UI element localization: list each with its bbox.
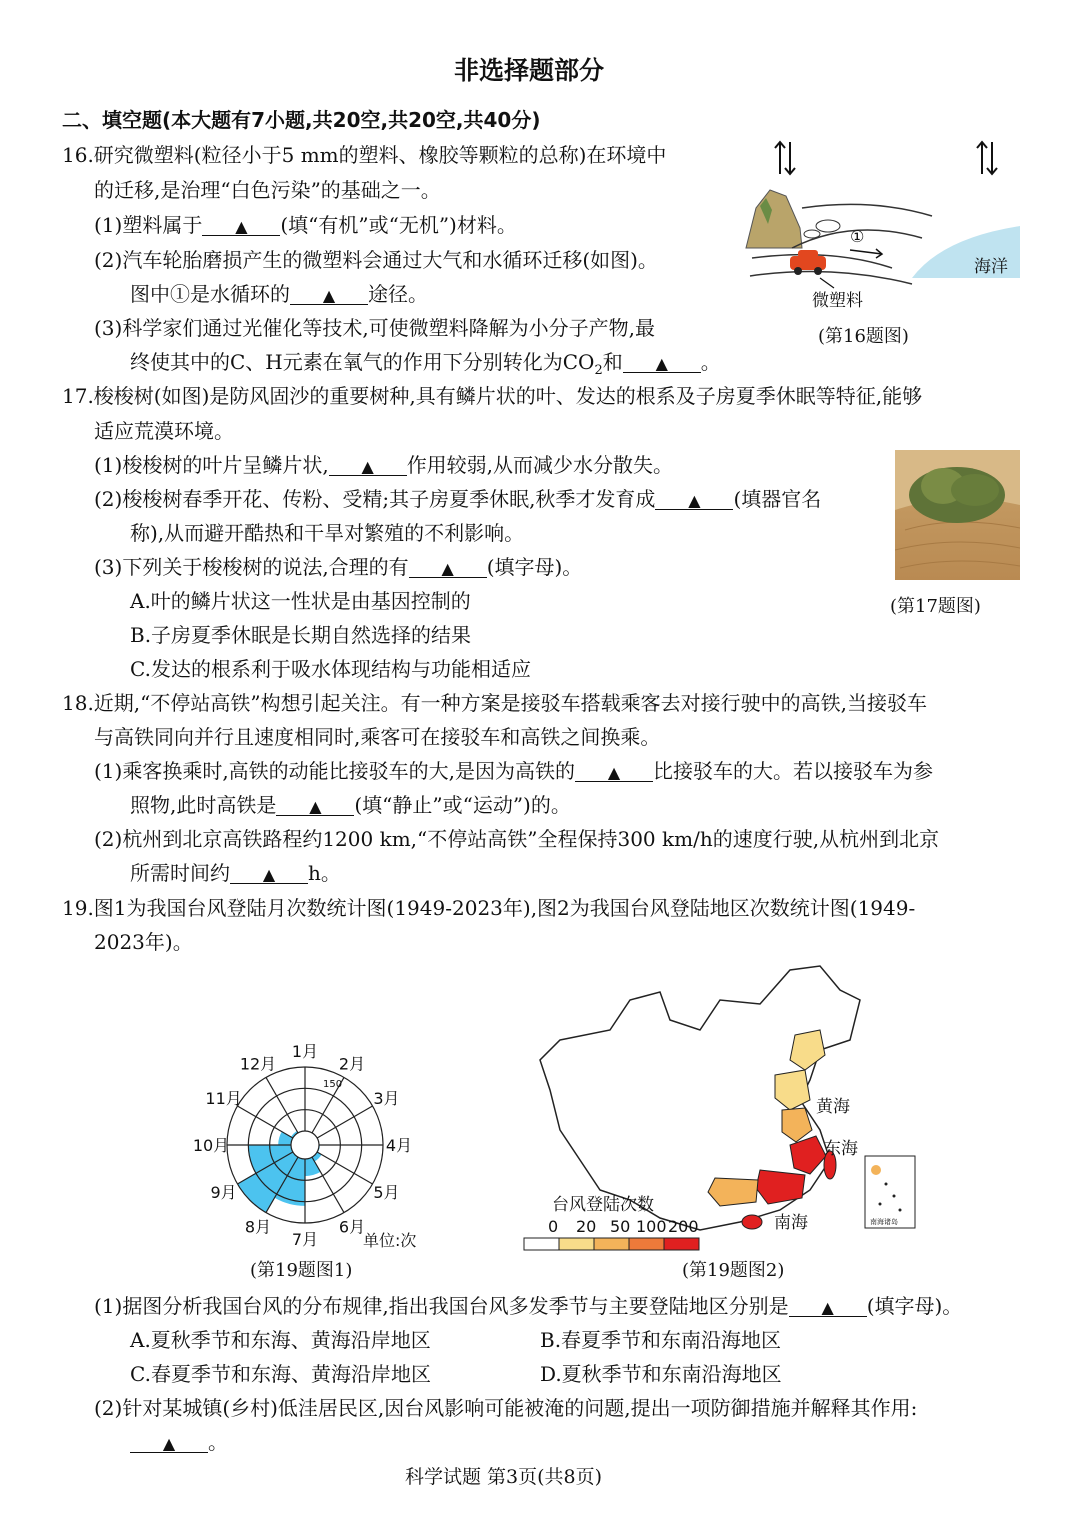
q18-sub2b: 所需时间约 ▲ h。 — [130, 861, 341, 885]
answer-blank[interactable]: ▲ — [623, 352, 701, 373]
legend-swatch — [629, 1238, 664, 1250]
q17-line1: 17.梭梭树(如图)是防风固沙的重要树种,具有鳞片状的叶、发达的根系及子房夏季休眠等特征,能够 — [62, 384, 923, 408]
legend-tick-100: 100 — [636, 1217, 667, 1236]
q16-sub3: (3)科学家们通过光催化等技术,可使微塑料降解为小分子产物,最 — [94, 316, 656, 340]
spoke — [237, 1106, 292, 1138]
q19-sub2b: ▲ 。 — [130, 1432, 228, 1453]
china-outline — [540, 966, 860, 1230]
answer-blank[interactable]: ▲ — [130, 1432, 208, 1453]
legend-color-bar — [524, 1238, 699, 1250]
page-title: 非选择题部分 — [454, 56, 605, 85]
legend-swatch — [559, 1238, 594, 1250]
legend-tick-20: 20 — [576, 1217, 597, 1236]
q19-line1: 19.图1为我国台风登陆月次数统计图(1949-2023年),图2为我国台风登陆地区次数统计图(1949- — [62, 896, 916, 920]
q16-sub2: (2)汽车轮胎磨损产生的微塑料会通过大气和水循环迁移(如图)。 — [94, 248, 658, 272]
unit-label: 单位:次 — [363, 1231, 417, 1250]
page-footer: 科学试题 第3页(共8页) — [405, 1466, 603, 1488]
legend-tick-200: 200 — [668, 1217, 699, 1236]
q17-caption: (第17题图) — [890, 596, 981, 617]
month-label: 5月 — [373, 1183, 400, 1202]
legend-tick-50: 50 — [610, 1217, 631, 1236]
spoke — [266, 1077, 298, 1132]
legend-title: 台风登陆次数 — [552, 1195, 654, 1215]
q19-option-a: A.夏秋季节和东海、黄海沿岸地区 — [130, 1328, 431, 1352]
q16-caption: (第16题图) — [818, 326, 909, 347]
q17-option-b: B.子房夏季休眠是长期自然选择的结果 — [130, 623, 472, 647]
answer-blank[interactable]: ▲ — [789, 1296, 867, 1317]
q18-line2: 与高铁同向并行且速度相同时,乘客可在接驳车和高铁之间换乘。 — [94, 725, 661, 749]
month-label: 11月 — [205, 1089, 242, 1108]
answer-blank[interactable]: ▲ — [230, 863, 308, 884]
q19-option-c: C.春夏季节和东海、黄海沿岸地区 — [130, 1362, 431, 1386]
south-china-sea-inset — [865, 1156, 915, 1228]
answer-blank[interactable]: ▲ — [202, 215, 280, 236]
svg-text:南海诸岛: 南海诸岛 — [870, 1218, 898, 1226]
answer-blank[interactable]: ▲ — [575, 761, 653, 782]
answer-blank[interactable]: ▲ — [276, 795, 354, 816]
saxaul-photo — [895, 450, 1020, 580]
spoke — [312, 1157, 344, 1212]
yellow-sea-label: 黄海 — [816, 1097, 850, 1117]
q19-sub2: (2)针对某城镇(乡村)低洼居民区,因台风影响可能被淹的问题,提出一项防御措施并解释其作用: — [94, 1396, 918, 1420]
fig2-caption: (第19题图2) — [682, 1260, 785, 1281]
q18-line1: 18.近期,“不停站高铁”构想引起关注。有一种方案是接驳车搭载乘客去对接行驶中的高铁,当接驳车 — [62, 691, 927, 715]
q16-sub1: (1)塑料属于 ▲ (填“有机”或“无机”)材料。 — [94, 213, 517, 237]
legend-tick-0: 0 — [548, 1217, 559, 1236]
q18-sub2: (2)杭州到北京高铁路程约1200 km,“不停站高铁”全程保持300 km/h的速度行驶,从杭州到北京 — [94, 827, 940, 851]
q16-sub2b: 图中①是水循环的 ▲ 途径。 — [130, 282, 428, 306]
answer-blank[interactable]: ▲ — [655, 489, 733, 510]
month-label: 1月 — [291, 1042, 319, 1061]
answer-blank[interactable]: ▲ — [290, 284, 368, 305]
q18-sub1b: 照物,此时高铁是 ▲ (填“静止”或“运动”)的。 — [130, 793, 571, 817]
q17-sub2b: 称),从而避开酷热和干旱对繁殖的不利影响。 — [130, 521, 525, 545]
q16-figure — [742, 138, 1020, 353]
month-label: 8月 — [244, 1217, 272, 1237]
microplastic-label: 微塑料 — [812, 291, 863, 311]
month-label: 12月 — [239, 1054, 277, 1074]
q19-sub1: (1)据图分析我国台风的分布规律,指出我国台风多发季节与主要登陆地区分别是 ▲ (填字母)。 — [94, 1294, 963, 1318]
mountain — [746, 190, 802, 248]
q17-line2: 适应荒漠环境。 — [94, 419, 234, 443]
answer-blank[interactable]: ▲ — [329, 455, 407, 476]
q16-line2: 的迁移,是治理“白色污染”的基础之一。 — [94, 178, 441, 202]
ring-label: 150 — [323, 1079, 343, 1090]
month-label: 9月 — [210, 1183, 237, 1202]
q16-sub3b: 终使其中的C、H元素在氧气的作用下分别转化为$CO_2$和 ▲ 。 — [130, 350, 721, 378]
q19-line2: 2023年)。 — [94, 930, 193, 954]
legend-swatch — [664, 1238, 699, 1250]
q17-sub1: (1)梭梭树的叶片呈鳞片状, ▲ 作用较弱,从而减少水分散失。 — [94, 453, 674, 477]
q17-option-c: C.发达的根系利于吸水体现结构与功能相适应 — [130, 657, 531, 681]
q19-option-b: B.春夏季节和东南沿海地区 — [540, 1328, 782, 1352]
spoke — [317, 1152, 372, 1184]
q18-sub1: (1)乘客换乘时,高铁的动能比接驳车的大,是因为高铁的 ▲ 比接驳车的大。若以接驳车为参 — [94, 759, 934, 783]
legend-swatch — [594, 1238, 629, 1250]
south-sea-label: 南海 — [774, 1213, 808, 1233]
circle-one-label: ① — [850, 227, 865, 246]
q19-option-d: D.夏秋季节和东南沿海地区 — [540, 1362, 782, 1386]
east-sea-label: 东海 — [824, 1139, 858, 1159]
month-label: 6月 — [338, 1217, 366, 1237]
up-down-arrow-icon — [977, 142, 997, 174]
month-label: 3月 — [373, 1089, 400, 1108]
month-label: 10月 — [192, 1136, 230, 1155]
typhoon-month-chart — [185, 1040, 435, 1260]
polar-bar-6月 — [305, 1157, 321, 1176]
legend-swatch — [524, 1238, 559, 1250]
ocean-label: 海洋 — [974, 257, 1008, 277]
answer-blank[interactable]: ▲ — [409, 557, 487, 578]
q17-sub3: (3)下列关于梭梭树的说法,合理的有 ▲ (填字母)。 — [94, 555, 583, 579]
up-down-arrow-icon — [775, 142, 795, 174]
china-typhoon-map — [520, 960, 920, 1260]
month-label: 4月 — [385, 1136, 413, 1155]
month-label: 2月 — [338, 1054, 366, 1074]
section-heading: 二、填空题(本大题有7小题,共20空,共20空,共40分) — [62, 108, 541, 132]
q16-line1: 16.研究微塑料(粒径小于5 mm的塑料、橡胶等颗粒的总称)在环境中 — [62, 143, 667, 167]
ring-0 — [291, 1131, 319, 1159]
fig1-caption: (第19题图1) — [250, 1260, 353, 1281]
spoke — [317, 1106, 372, 1138]
month-label: 7月 — [291, 1230, 319, 1249]
q17-option-a: A.叶的鳞片状这一性状是由基因控制的 — [130, 589, 471, 613]
q17-sub2: (2)梭梭树春季开花、传粉、受精;其子房夏季休眠,秋季才发育成 ▲ (填器官名 — [94, 487, 822, 511]
